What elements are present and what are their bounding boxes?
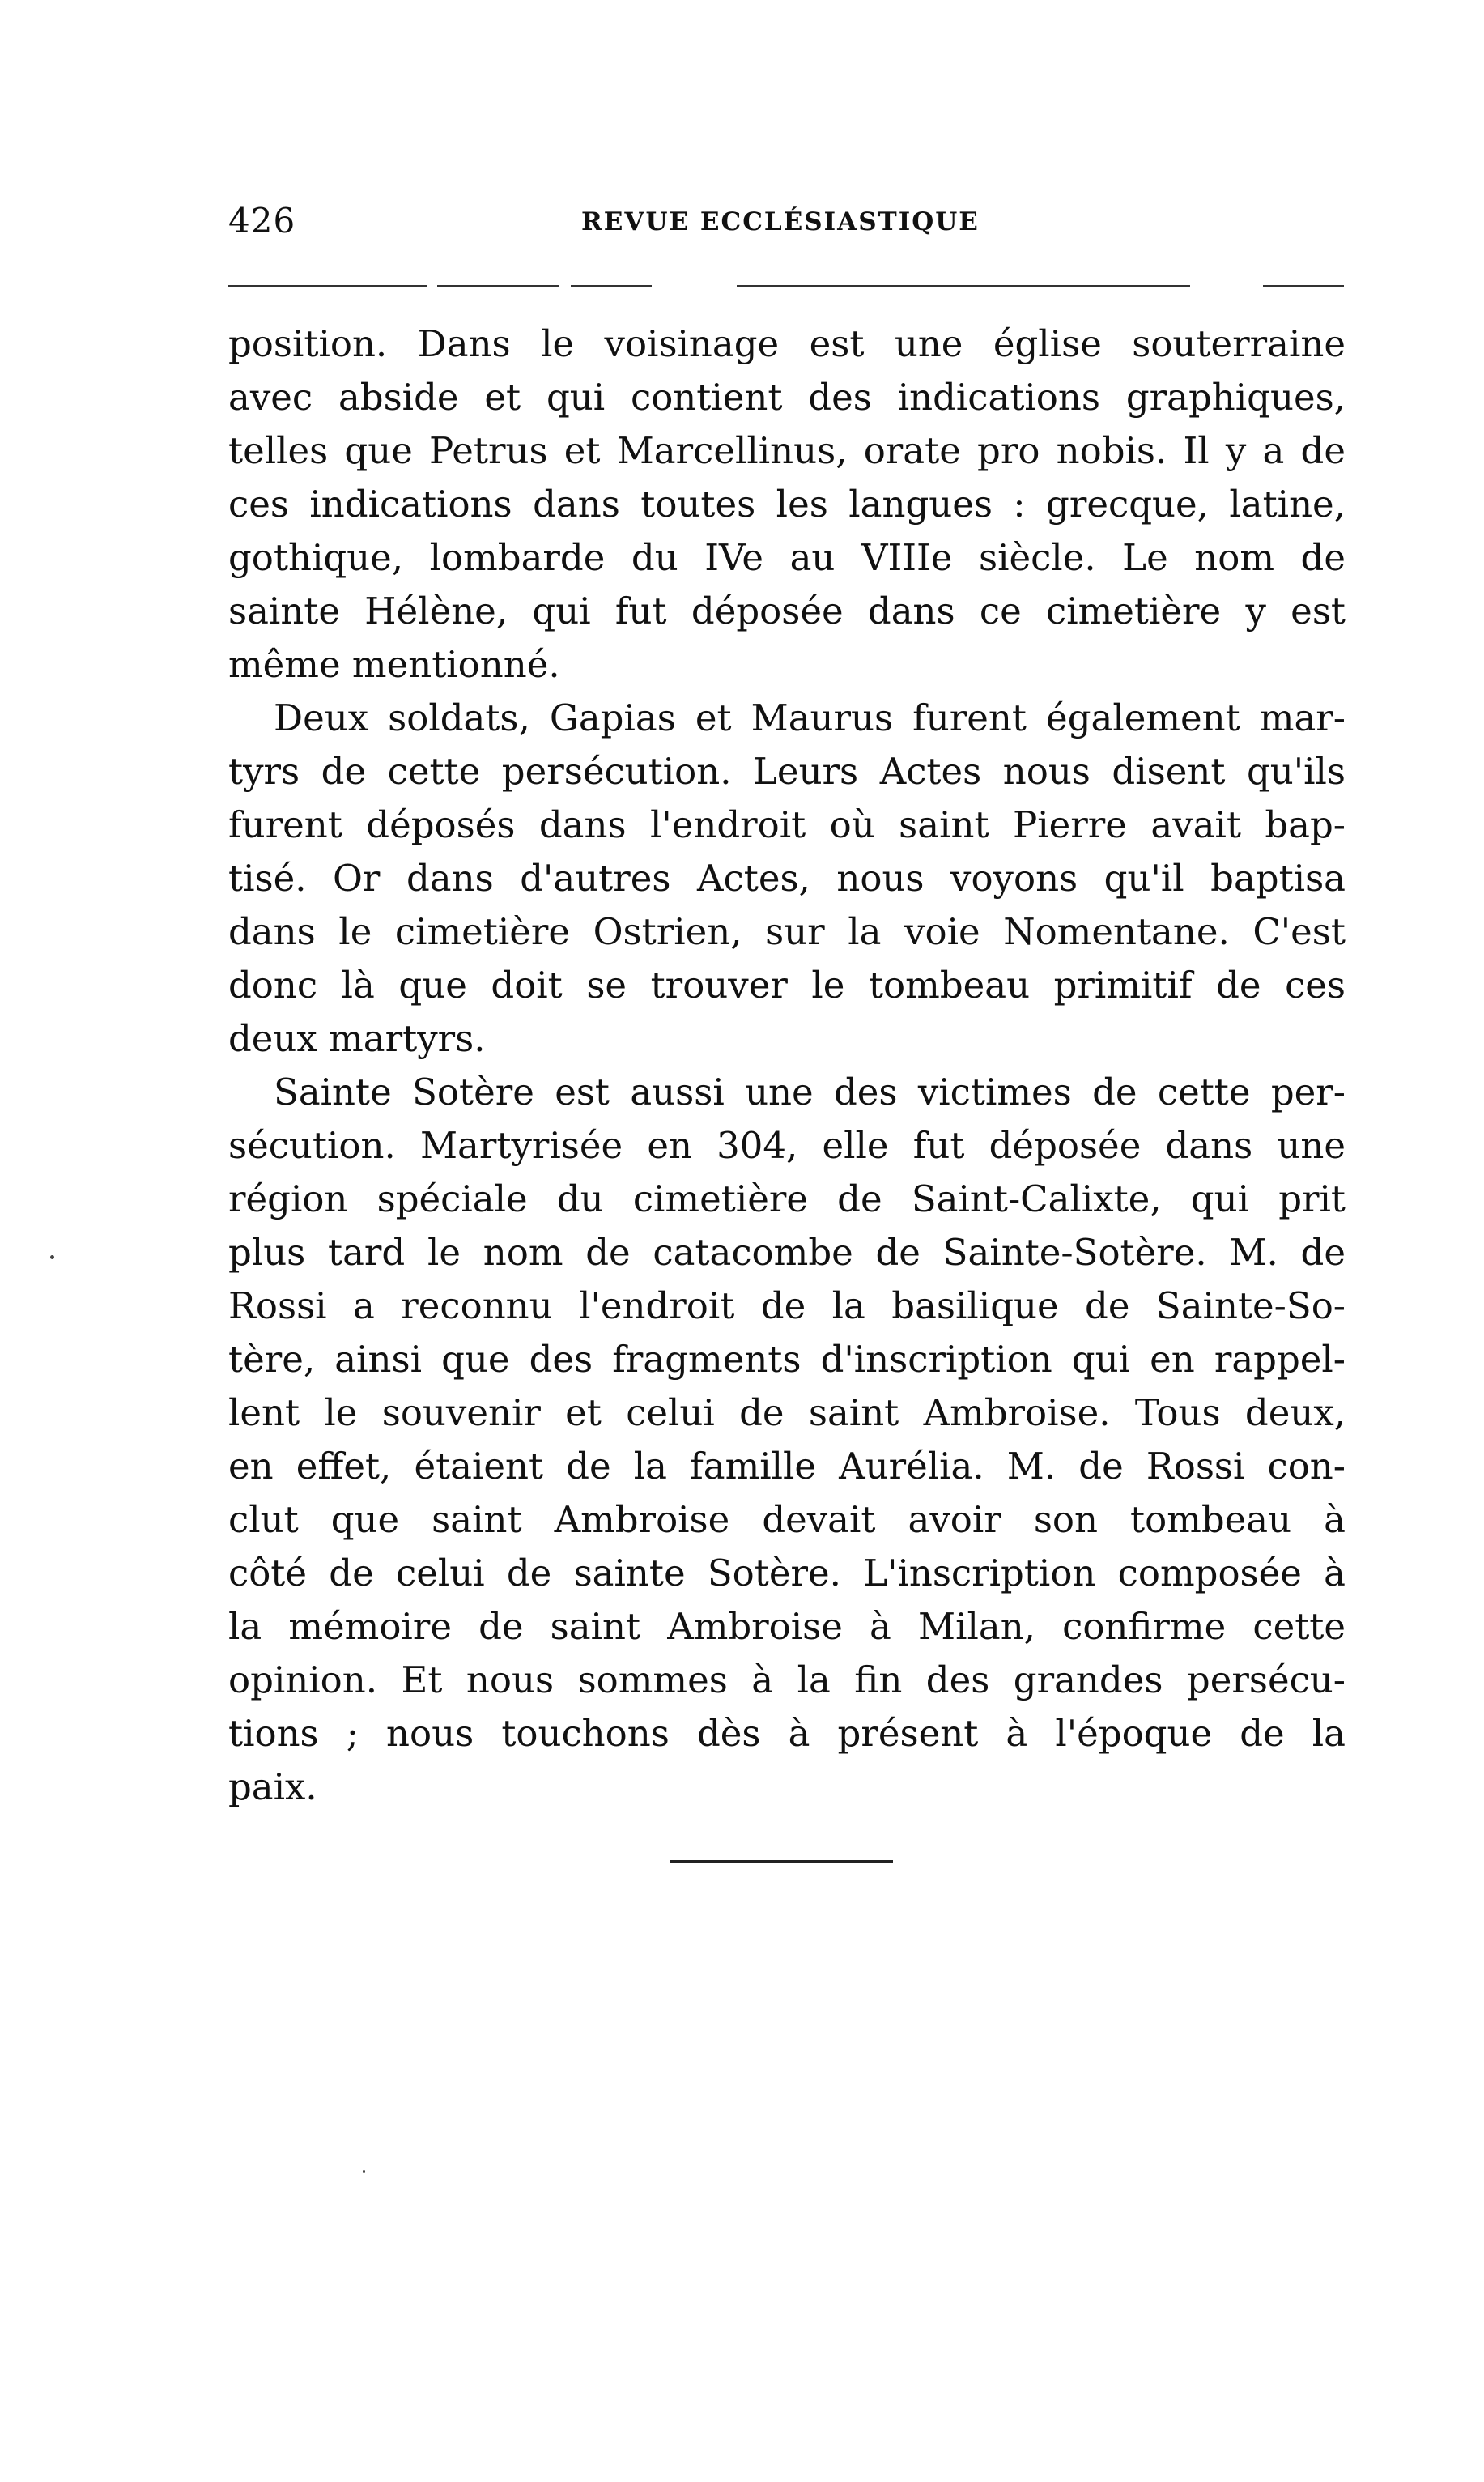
header-rule <box>437 285 559 287</box>
text-line: gothique, lombarde du IVe au VIIIe siècle. Le nom de <box>228 536 1346 579</box>
header-rule <box>1263 285 1344 287</box>
text-line: tyrs de cette persécution. Leurs Actes nous disent qu'ils <box>228 750 1346 793</box>
text-line: sécution. Martyrisée en 304, elle fut déposée dans une <box>228 1124 1346 1167</box>
text-line: la mémoire de saint Ambroise à Milan, confirme cette <box>228 1605 1346 1648</box>
running-title: REVUE ECCLÉSIASTIQUE <box>581 207 980 236</box>
text-line: Sainte Sotère est aussi une des victimes de cette per- <box>274 1071 1346 1113</box>
margin-speck <box>50 1255 54 1259</box>
text-line: ces indications dans toutes les langues : grecque, latine, <box>228 483 1346 526</box>
text-line: tère, ainsi que des fragments d'inscription qui en rappel- <box>228 1338 1346 1381</box>
page-number: 426 <box>228 201 296 241</box>
text-line: paix. <box>228 1765 317 1808</box>
text-line: avec abside et qui contient des indications graphiques, <box>228 376 1346 419</box>
body-text <box>228 317 1346 1814</box>
header-rule <box>737 285 1190 287</box>
text-line: côté de celui de sainte Sotère. L'inscription composée à <box>228 1552 1346 1594</box>
text-line: lent le souvenir et celui de saint Ambroise. Tous deux, <box>228 1391 1346 1434</box>
text-line: sainte Hélène, qui fut déposée dans ce cimetière y est <box>228 590 1346 632</box>
text-line: Rossi a reconnu l'endroit de la basilique de Sainte-So- <box>228 1284 1346 1327</box>
text-line: plus tard le nom de catacombe de Sainte-Sotère. M. de <box>228 1231 1346 1274</box>
header-rule <box>228 285 427 287</box>
text-line: Deux soldats, Gapias et Maurus furent également mar- <box>274 696 1346 739</box>
text-line: même mentionné. <box>228 643 560 686</box>
header-rule <box>571 285 652 287</box>
text-line: dans le cimetière Ostrien, sur la voie Nomentane. C'est <box>228 910 1346 953</box>
text-line: opinion. Et nous sommes à la fin des grandes persécu- <box>228 1658 1346 1701</box>
text-line: en effet, étaient de la famille Aurélia. M. de Rossi con- <box>228 1445 1346 1488</box>
text-line: tisé. Or dans d'autres Actes, nous voyons qu'il baptisa <box>228 857 1346 900</box>
margin-speck <box>363 2170 365 2173</box>
text-line: telles que Petrus et Marcellinus, orate pro nobis. Il y a de <box>228 429 1346 472</box>
text-line: clut que saint Ambroise devait avoir son tombeau à <box>228 1498 1346 1541</box>
text-line: donc là que doit se trouver le tombeau primitif de ces <box>228 964 1346 1007</box>
end-rule <box>670 1860 893 1863</box>
text-line: tions ; nous touchons dès à présent à l'époque de la <box>228 1712 1346 1755</box>
text-line: région spéciale du cimetière de Saint-Calixte, qui prit <box>228 1177 1346 1220</box>
text-line: position. Dans le voisinage est une église souterraine <box>228 322 1346 365</box>
text-line: furent déposés dans l'endroit où saint Pierre avait bap- <box>228 803 1346 846</box>
text-line: deux martyrs. <box>228 1017 486 1060</box>
